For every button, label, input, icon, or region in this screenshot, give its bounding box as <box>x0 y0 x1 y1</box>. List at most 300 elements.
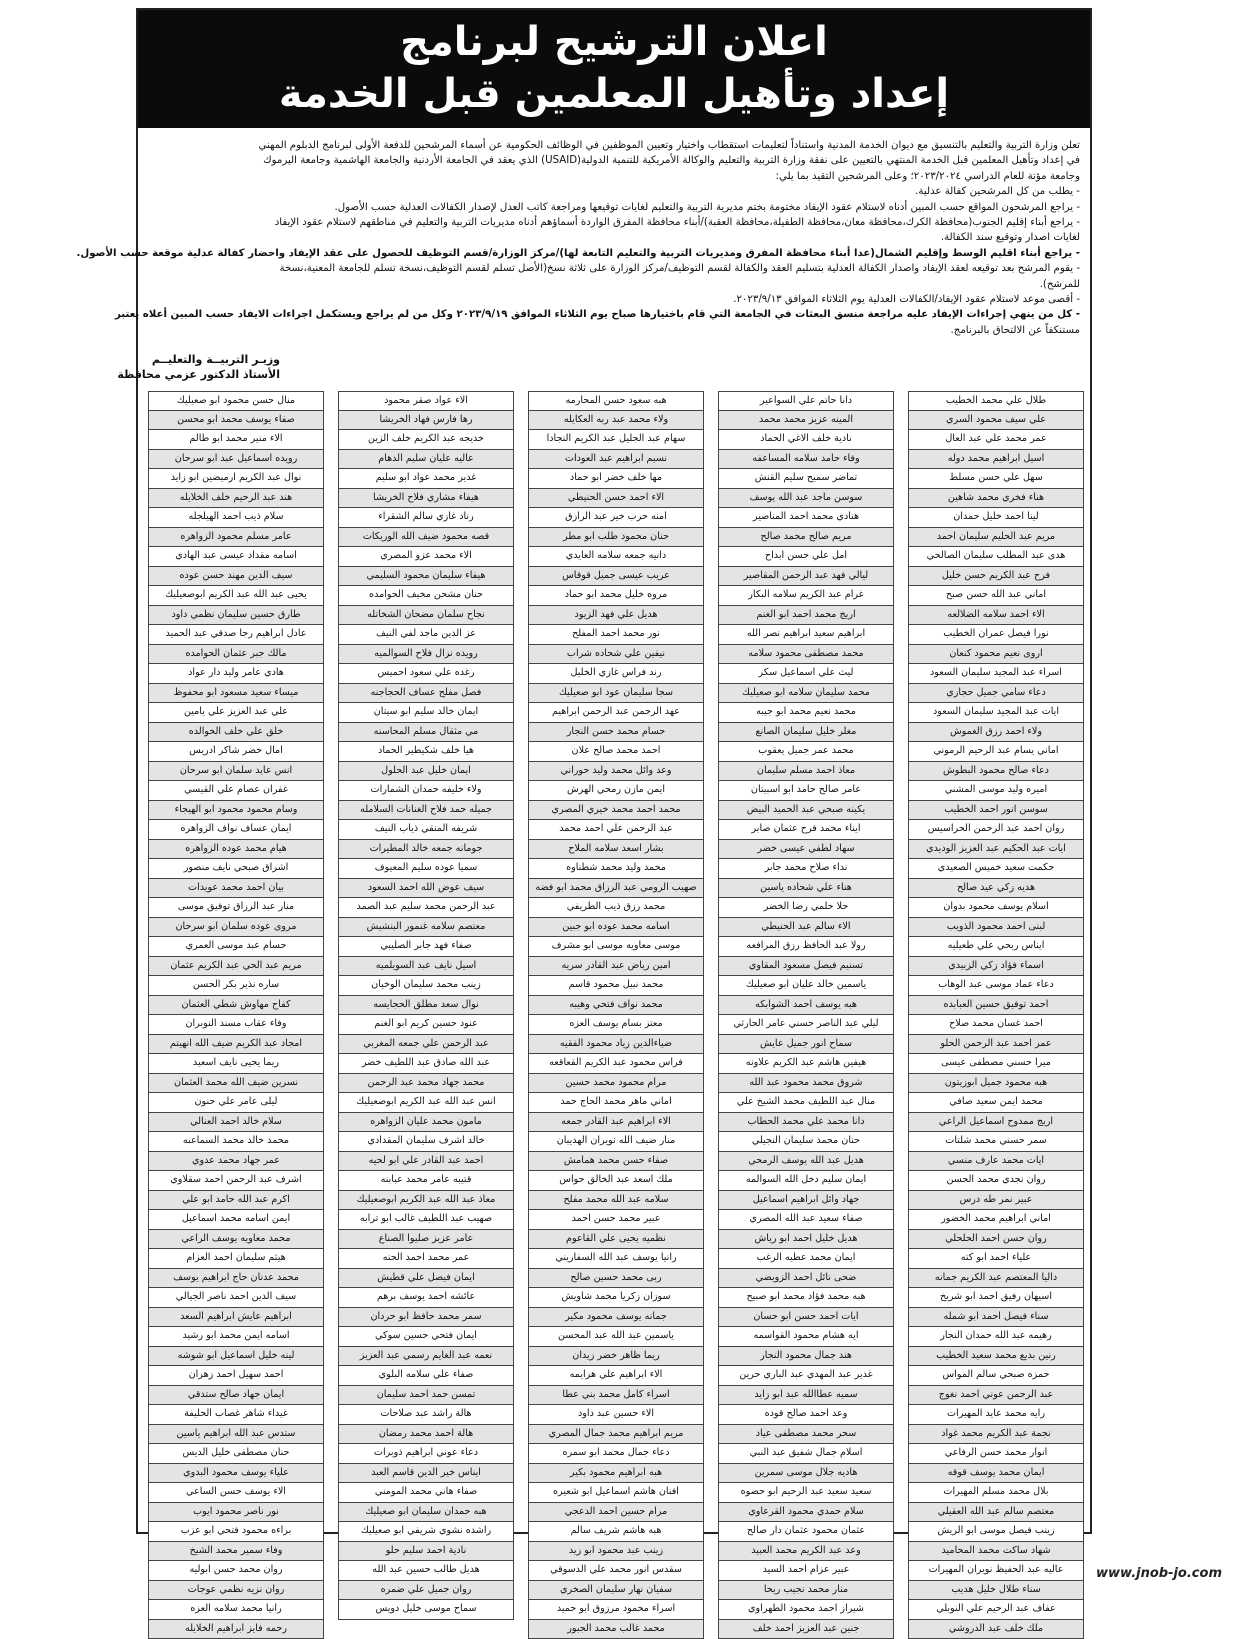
candidate-name-cell: افنان هاشم اسماعيل ابو شعيره <box>528 1483 704 1503</box>
candidate-name-cell: احمد سهيل احمد زهران <box>148 1366 324 1386</box>
candidate-name-cell: اماني ابراهيم محمد الخضور <box>908 1210 1084 1230</box>
candidate-name-cell: مريم ابراهيم محمد جمال المصري <box>528 1425 704 1445</box>
candidate-name-cell: عبد الرحمن محمد سليم عبد الصمد <box>338 898 514 918</box>
candidate-name-cell: سميا عوده سليم المعيوف <box>338 859 514 879</box>
candidate-name-cell: ايمان جهاد صالح ستدقي <box>148 1386 324 1406</box>
candidate-name-cell: ايناء محمد فرح عثمان صابر <box>718 820 894 840</box>
candidate-name-cell: رايه محمد عايد المهيرات <box>908 1405 1084 1425</box>
candidate-name-cell: مها خلف خضر ابو حماد <box>528 469 704 489</box>
names-column <box>148 391 324 1639</box>
candidate-name-cell: اماني ماهر محمد الحاج حمد <box>528 1093 704 1113</box>
candidate-name-cell: اشراق صبحي نايف منصور <box>148 859 324 879</box>
candidate-name-cell: ريما يحيى نايف اسعيد <box>148 1054 324 1074</box>
candidate-name-cell: نور ناصر محمود ايوب <box>148 1503 324 1523</box>
candidate-name-cell: صفاء فهد جابر الصليبي <box>338 937 514 957</box>
candidate-name-cell: ليلي عبد الناصر حسني عامر الحارثي <box>718 1015 894 1035</box>
candidate-name-cell: منار عبد الرزاق توفيق موسى <box>148 898 324 918</box>
candidate-name-cell: انوار محمد حسن الرفاعي <box>908 1444 1084 1464</box>
candidate-name-cell: سوسن انور احمد الخطيب <box>908 801 1084 821</box>
candidate-name-cell: داليا المعتصم عبد الكريم جمانه <box>908 1269 1084 1289</box>
candidate-name-cell: بيان احمد محمد عويدات <box>148 879 324 899</box>
candidate-name-cell: رويده نزال فلاح السوالميه <box>338 645 514 665</box>
candidate-name-cell: ملك خلف عبد الدروشي <box>908 1620 1084 1639</box>
candidate-name-cell: انس عبد الله عبد الكريم ابوصعيليك <box>338 1093 514 1113</box>
candidate-name-cell: امنه حرب خير عبد الرازق <box>528 508 704 528</box>
candidate-name-cell: راشده نشوي شريفي ابو صعيليك <box>338 1522 514 1542</box>
candidate-name-cell: صفاء هاني محمد المومني <box>338 1483 514 1503</box>
candidate-name-cell: جومانه جمعه خالد المطيرات <box>338 840 514 860</box>
candidate-name-cell: رانيا محمد سلامه العزه <box>148 1600 324 1620</box>
candidate-name-cell: نجاح سلمان مضحان الشخاتله <box>338 606 514 626</box>
candidate-name-cell: سوسن ماجد عبد الله يوسف <box>718 489 894 509</box>
candidate-name-cell: علي سيف محمود السري <box>908 411 1084 431</box>
candidate-name-cell: عنود حسين كريم ابو الغنم <box>338 1015 514 1035</box>
candidate-name-cell: حنان مصطفى خليل الديس <box>148 1444 324 1464</box>
candidate-name-cell: ايات محمد عارف منسي <box>908 1152 1084 1172</box>
candidate-name-cell: جهاد وائل ابراهيم اسماعيل <box>718 1191 894 1211</box>
candidate-name-cell: سحر محمد مصطفى عياد <box>718 1425 894 1445</box>
candidate-name-cell: هيفاء سليمان محمود السليمي <box>338 567 514 587</box>
candidate-name-cell: محمد جهاد محمد عبد الرحمن <box>338 1074 514 1094</box>
candidate-name-cell: سميه عطاالله عبد ابو زايد <box>718 1386 894 1406</box>
candidate-name-cell: سيف الدين احمد ناصر الجيالي <box>148 1288 324 1308</box>
candidate-name-cell: ايمن اسامه محمد اسماعيل <box>148 1210 324 1230</box>
candidate-name-cell: محمد ايمن سعيد صافي <box>908 1093 1084 1113</box>
intro-line: مستنكفاً عن الالتحاق بالبرنامج. <box>150 323 1080 338</box>
candidate-name-cell: ايمان محمد يوسف قوقه <box>908 1464 1084 1484</box>
candidate-name-cell: اسراء محمود مرزوق ابو حميد <box>528 1600 704 1620</box>
candidate-name-cell: اريج ممدوح اسماعيل الراعي <box>908 1113 1084 1133</box>
candidate-name-cell: سفيان نهار سليمان الصخري <box>528 1581 704 1601</box>
candidate-name-cell: خلق علي خلف الخوالده <box>148 723 324 743</box>
candidate-name-cell: دعاء سامي جميل حجازي <box>908 684 1084 704</box>
candidate-name-cell: غيداء شاهر غصاب الخليفة <box>148 1405 324 1425</box>
candidate-name-cell: الاء ابراهيم عبد القادر جمعه <box>528 1113 704 1133</box>
candidate-name-cell: منار ضيف الله نويران الهديبان <box>528 1132 704 1152</box>
candidate-name-cell: ليالي فهد عبد الرحمن المقاصير <box>718 567 894 587</box>
candidate-name-cell: قصه محمود ضيف الله الوريكات <box>338 528 514 548</box>
candidate-name-cell: اسيل نايف عبد السويلميه <box>338 957 514 977</box>
candidate-name-cell: معاذ عبد الله عبد الكريم ابوصعيليك <box>338 1191 514 1211</box>
candidate-name-cell: الاء سالم عبد الحنيطي <box>718 918 894 938</box>
candidate-name-cell: سمر محمد حافظ ابو حردان <box>338 1308 514 1328</box>
candidate-name-cell: ستدس عبد الله ابراهيم ياسين <box>148 1425 324 1445</box>
candidate-name-cell: هبه هاشم شريف سالم <box>528 1522 704 1542</box>
candidate-name-cell: اسيهان رفيق احمد ابو شريخ <box>908 1288 1084 1308</box>
candidate-name-cell: عامر صالح حامد ابو اسبيتان <box>718 781 894 801</box>
candidate-name-cell: الاء عواد صقر محمود <box>338 391 514 411</box>
candidate-name-cell: علي عبد العزيز علي يامين <box>148 703 324 723</box>
candidate-name-cell: وعد وائل محمد وليد حوراني <box>528 762 704 782</box>
candidate-name-cell: عاليه عليان سليم الدهام <box>338 450 514 470</box>
candidate-name-cell: نادية خلف الاغي الحماد <box>718 430 894 450</box>
candidate-name-cell: اسامه محمد عوده ابو جبين <box>528 918 704 938</box>
candidate-name-cell: ياسمين عبد الله عبد المحسن <box>528 1327 704 1347</box>
candidate-name-cell: سناء طلال خليل هديب <box>908 1581 1084 1601</box>
candidate-name-cell: مامون محمد عليان الزواهره <box>338 1113 514 1133</box>
candidate-name-cell: وسام محمود محمود ابو الهيجاء <box>148 801 324 821</box>
candidate-name-cell: حلا حلمي رضا الخضر <box>718 898 894 918</box>
candidate-name-cell: معتصم سالم عبد الله العقيلي <box>908 1503 1084 1523</box>
candidate-name-cell: هادي عامر وليد دار عواد <box>148 664 324 684</box>
candidate-name-cell: منال عبد اللطيف محمد الشيخ علي <box>718 1093 894 1113</box>
candidate-name-cell: ايات احمد حسن ابو حسان <box>718 1308 894 1328</box>
candidate-name-cell: عريب عيسى جميل قوقاس <box>528 567 704 587</box>
candidate-name-cell: عبد الله صادق عبد اللطيف خضر <box>338 1054 514 1074</box>
candidate-name-cell: نسيم ابراهيم عبد العودات <box>528 450 704 470</box>
candidate-name-cell: عبد الرحمن عوني احمد نغوج <box>908 1386 1084 1406</box>
candidate-name-cell: دعاء جمال محمد ابو سمره <box>528 1444 704 1464</box>
candidate-name-cell: غدير عبد المهدي عبد الباري حرين <box>718 1366 894 1386</box>
candidate-name-cell: مروه خليل محمد ابو حماد <box>528 586 704 606</box>
candidate-name-cell: ليلى عامر علي حنون <box>148 1093 324 1113</box>
candidate-name-cell: ايناس ربحي علي طعيليه <box>908 937 1084 957</box>
candidate-name-cell: حكمت سعيد خميس الصعيدي <box>908 859 1084 879</box>
candidate-name-cell: محمد عمر جميل يعقوب <box>718 742 894 762</box>
candidate-name-cell: هيفاء مشاري فلاح الخريشا <box>338 489 514 509</box>
candidate-name-cell: هبه سعود حسن المحارمه <box>528 391 704 411</box>
candidate-name-cell: ريما ظاهر خضر زيدان <box>528 1347 704 1367</box>
candidate-name-cell: خالد اشرف سليمان المقدادي <box>338 1132 514 1152</box>
candidate-name-cell: سلامه عبد الله محمد مفلح <box>528 1191 704 1211</box>
candidate-name-cell: نورا فيصل عمران الخطيب <box>908 625 1084 645</box>
candidate-name-cell: اماني عبد الله حسن صبح <box>908 586 1084 606</box>
candidate-name-cell: قتيبه عامر محمد عبابنه <box>338 1171 514 1191</box>
candidate-name-cell: محمد رزق ذيب الطريفي <box>528 898 704 918</box>
candidate-name-cell: انس عايد سلمان ابو سرحان <box>148 762 324 782</box>
candidate-name-cell: لينا احمد خليل حمدان <box>908 508 1084 528</box>
announcement-frame <box>136 8 1092 1534</box>
candidate-name-cell: روان نجدي محمد الحسن <box>908 1171 1084 1191</box>
candidate-name-cell: سهل علي حسن مسلط <box>908 469 1084 489</box>
candidate-name-cell: ايمان محمد عطيه الرغب <box>718 1249 894 1269</box>
candidate-name-cell: فراس محمود عبد الكريم القعاقعه <box>528 1054 704 1074</box>
candidate-name-cell: محمد عدنان حاج ابراهيم يوسف <box>148 1269 324 1289</box>
candidate-name-cell: طارق حسين سليمان نظمي داود <box>148 606 324 626</box>
candidate-name-cell: مريم عبد الحليم سليمان احمد <box>908 528 1084 548</box>
candidate-name-cell: نيفين علي شحاده شراب <box>528 645 704 665</box>
candidate-name-cell: يكينه صبحي عبد الحميد البيض <box>718 801 894 821</box>
candidate-name-cell: بشار اسعد سلامه الملاح <box>528 840 704 860</box>
candidate-name-cell: احمد محمد صالح علان <box>528 742 704 762</box>
candidate-name-cell: وفاء سمير محمد الشيخ <box>148 1542 324 1562</box>
candidate-name-cell: هبه ابراهيم محمود بكير <box>528 1464 704 1484</box>
candidate-name-cell: رند فراس غازي الخليل <box>528 664 704 684</box>
names-column <box>908 391 1084 1639</box>
candidate-name-cell: لينه خليل اسماعيل ابو شوشه <box>148 1347 324 1367</box>
candidate-name-cell: ابراهيم سعيد ابراهيم نصر الله <box>718 625 894 645</box>
candidate-name-cell: محمد نواف فتحي وهيبه <box>528 996 704 1016</box>
candidate-name-cell: هند جمال محمود النجار <box>718 1347 894 1367</box>
candidate-name-cell: ملك اسعد عبد الخالق حواس <box>528 1171 704 1191</box>
candidate-name-cell: سقدس انور محمد علي الدسوقي <box>528 1561 704 1581</box>
candidate-name-cell: ايناس خير الدين قاسم العبد <box>338 1464 514 1484</box>
candidate-name-cell: اماني يسام عبد الرحيم الرموني <box>908 742 1084 762</box>
candidate-name-cell: ايه هشام محمود القواسمه <box>718 1327 894 1347</box>
candidate-name-cell: اسراء كامل محمد بني عطا <box>528 1386 704 1406</box>
candidate-name-cell: ايمان خليل عبد الحلول <box>338 762 514 782</box>
candidate-name-cell: الاء ابراهيم علي هزايمه <box>528 1366 704 1386</box>
intro-line: تعلن وزارة التربية والتعليم بالتنسيق مع ديوان الخدمة المدنية واستناداً لتعليمات استقطاب واختيار وتعيين الموظفين في الوظائف الحكومية عن أسماء المرشحين للدفعة الأولى لبرنامج الدبلوم المهني <box>150 138 1080 153</box>
banner-title-line1: اعلان الترشيح لبرنامج <box>138 10 1090 68</box>
intro-line: وجامعة مؤتة للعام الدراسي ٢٠٢٣/٢٠٢٤؛ وعلى المرشحين التقيد بما يلي: <box>150 169 1080 184</box>
intro-line: في إعداد وتأهيل المعلمين قبل الخدمة المنتهي بالتعيين على نفقة وزارة التربية والتعليم والوكالة الأمريكية للتنمية الدولية(USAID) الذي يعقد في الجامعة الأردنية والجامعة الهاشمية وجامعة اليرموك <box>150 153 1080 168</box>
candidate-name-cell: ايات عبد الحكيم عبد العزيز الوديدي <box>908 840 1084 860</box>
candidate-name-cell: امل علي حسن ابداح <box>718 547 894 567</box>
candidate-name-cell: طلال علي محمد الخطيب <box>908 391 1084 411</box>
candidate-name-cell: ايمان عساف نواف الزواهره <box>148 820 324 840</box>
candidate-name-cell: نسرين ضيف الله محمد العثمان <box>148 1074 324 1094</box>
candidate-name-cell: حنان محمد سليمان النجيلي <box>718 1132 894 1152</box>
candidate-name-cell: عبير عزام احمد السيد <box>718 1561 894 1581</box>
candidate-name-cell: سمر حسني محمد شلتات <box>908 1132 1084 1152</box>
candidate-name-cell: صهيب عبد اللطيف غالب ابو ترابه <box>338 1210 514 1230</box>
candidate-name-cell: عهد الرحمن عبد الرحمن ابراهيم <box>528 703 704 723</box>
candidate-name-cell: عامر عزيز صليوا الصناع <box>338 1230 514 1250</box>
candidate-name-cell: خديجه عبد الكريم خلف الزين <box>338 430 514 450</box>
candidate-name-cell: دعاء عماد موسى عبد الوهاب <box>908 976 1084 996</box>
candidate-name-cell: اسامه ايمن محمد ابو رشيد <box>148 1327 324 1347</box>
candidate-name-cell: علياء احمد ابو كته <box>908 1249 1084 1269</box>
candidate-name-cell: الاء احمد سلامه الضلالعه <box>908 606 1084 626</box>
candidate-name-cell: هبه محمد فؤاد محمد ابو صبيح <box>718 1288 894 1308</box>
candidate-name-cell: زينب محمد سليمان الوخيان <box>338 976 514 996</box>
candidate-name-cell: سيف عوض الله احمد السعود <box>338 879 514 899</box>
candidate-name-cell: ميرا حسني مصطفى عيسى <box>908 1054 1084 1074</box>
candidate-name-cell: ميساء سعيد مسعود ابو محفوظ <box>148 684 324 704</box>
candidate-name-cell: هاديه جلال موسى سمرين <box>718 1464 894 1484</box>
candidate-name-cell: كفاح مهاوش شطي العثمان <box>148 996 324 1016</box>
candidate-name-cell: هالة راشد عبد صلاحات <box>338 1405 514 1425</box>
candidate-name-cell: محمد خالد محمد السماعنه <box>148 1132 324 1152</box>
candidate-name-cell: وعد احمد صالح قوده <box>718 1405 894 1425</box>
candidate-name-cell: لبنى احمد محمود الذويب <box>908 918 1084 938</box>
candidate-name-cell: نادية احمد سليم حلو <box>338 1542 514 1562</box>
candidate-name-cell: عبير نمر طه درس <box>908 1191 1084 1211</box>
candidate-name-cell: حسام عبد موسى العمري <box>148 937 324 957</box>
candidate-name-cell: سماح انور جميل عايش <box>718 1035 894 1055</box>
candidate-name-cell: عز الدين ماجد لفي النيف <box>338 625 514 645</box>
candidate-name-cell: محمد معاويه يوسف الراعي <box>148 1230 324 1250</box>
candidate-name-cell: نوال عبد الكريم ارميضين ابو زايد <box>148 469 324 489</box>
candidate-name-cell: هيفين هاشم عبد الكريم علاونه <box>718 1054 894 1074</box>
candidate-name-cell: عمر احمد عبد الرحمن الحلو <box>908 1035 1084 1055</box>
candidate-name-cell: امال خضر شاكر ادريس <box>148 742 324 762</box>
candidate-name-cell: دعاء عوني ابراهيم ذوبرات <box>338 1444 514 1464</box>
candidate-name-cell: شريفه المنقي ذياب النيف <box>338 820 514 840</box>
candidate-name-cell: صفاء حسن محمد همامش <box>528 1152 704 1172</box>
intro-line: - يقوم المرشح بعد توقيعه لعقد الإيفاد واصدار الكفالة العدلية بتسليم العقد والكفالة لقسم التوظيف/مركز الوزارة على ثلاثة نسخ(الأصل تسلم لقسم التوظيف،نسخة تسلم للجامعة المعنية،نسخة <box>150 261 1080 276</box>
candidate-name-cell: عمر محمد احمد الحنه <box>338 1249 514 1269</box>
candidate-name-cell: ربى محمد حسين صالح <box>528 1269 704 1289</box>
candidate-name-cell: زينب فيصل موسى ابو الريش <box>908 1522 1084 1542</box>
candidate-name-cell: رانيا يوسف عبد الله السفاريني <box>528 1249 704 1269</box>
candidate-name-cell: فصل مفلح عساف الحجاجنه <box>338 684 514 704</box>
candidate-name-cell: دعاء صالح محمود البطوش <box>908 762 1084 782</box>
candidate-name-cell: اريج محمد احمد ابو الغنم <box>718 606 894 626</box>
candidate-name-cell: اسماء فؤاد زكي الزبيدي <box>908 957 1084 977</box>
candidate-name-cell: سلام خالد احمد العنالي <box>148 1113 324 1133</box>
candidate-name-cell: غرام عبد الكريم سلامه البكار <box>718 586 894 606</box>
candidate-name-cell: حنان مشحن مخيف الحوامده <box>338 586 514 606</box>
candidate-name-cell: اسراء عبد المجيد سليمان السعود <box>908 664 1084 684</box>
candidate-name-cell: روان نزيه نظمي عوجات <box>148 1581 324 1601</box>
candidate-name-cell: محمد غالب محمد الجبور <box>528 1620 704 1639</box>
candidate-name-cell: اسامه مقداد عيسى عبد الهادي <box>148 547 324 567</box>
candidate-name-cell: عثمان محمود عثمان دار صالح <box>718 1522 894 1542</box>
candidate-name-cell: بلال محمد مسلم المهيرات <box>908 1483 1084 1503</box>
candidate-name-cell: سهام عبد الجليل عبد الكريم النجادا <box>528 430 704 450</box>
candidate-name-cell: سوزان زكريا محمد شاويش <box>528 1288 704 1308</box>
intro-line: - أقصى موعد لاستلام عقود الإيفاد/الكفالات العدلية يوم الثلاثاء الموافق ٢٠٢٣/٩/١٣. <box>150 292 1080 307</box>
candidate-name-cell: رها فارس فهاد الخريشا <box>338 411 514 431</box>
candidate-name-cell: رناد غازي سالم الشقراء <box>338 508 514 528</box>
candidate-name-cell: مرام حسين احمد الدعجي <box>528 1503 704 1523</box>
candidate-name-cell: حنان محمود طلب ابو مطر <box>528 528 704 548</box>
candidate-name-cell: هناء فخري محمد شاهين <box>908 489 1084 509</box>
website-watermark: www.jnob-jo.com <box>1096 1566 1222 1581</box>
names-column <box>718 391 894 1639</box>
candidate-name-cell: مريم صالح محمد صالح <box>718 528 894 548</box>
candidate-name-cell: محمد مصطفى محمود سلامه <box>718 645 894 665</box>
candidate-name-cell: تماضر سميح سليم القنش <box>718 469 894 489</box>
candidate-name-cell: ولاء محمد عبد ربه العكايله <box>528 411 704 431</box>
candidate-name-cell: عفاف عبد الرحيم علي النوبلي <box>908 1600 1084 1620</box>
candidate-name-cell: رحمه فايز ابراهيم الخلايله <box>148 1620 324 1639</box>
candidate-name-cell: محمد نبيل محمود قاسم <box>528 976 704 996</box>
candidate-name-cell: عاليه عبد الحفيظ نويران المهيرات <box>908 1561 1084 1581</box>
candidate-name-cell: رغده علي سعود احميس <box>338 664 514 684</box>
candidate-name-cell: روان حسن احمد الحلحلي <box>908 1230 1084 1250</box>
candidate-name-cell: ساره نذير بكر الحسن <box>148 976 324 996</box>
candidate-name-cell: امين رياض عبد القادر سريه <box>528 957 704 977</box>
intro-line: لغايات اصدار وتوقيع سند الكفالة. <box>150 230 1080 245</box>
candidate-name-cell: عبد الرحمن علي جمعه المغربي <box>338 1035 514 1055</box>
candidate-name-cell: هيا خلف شكيطير الحماد <box>338 742 514 762</box>
candidate-name-cell: هديه زكي عيد صالح <box>908 879 1084 899</box>
names-column <box>338 391 514 1620</box>
candidate-name-cell: نجمة عبد الكريم محمد غواد <box>908 1425 1084 1445</box>
candidate-name-cell: ضحى نائل احمد الزويضي <box>718 1269 894 1289</box>
announcement-body <box>150 138 1080 338</box>
candidate-name-cell: شيراز احمد محمود الطهراوي <box>718 1600 894 1620</box>
candidate-name-cell: ليث علي اسماعيل سكر <box>718 664 894 684</box>
candidate-name-cell: هديل علي فهد الزيود <box>528 606 704 626</box>
candidate-name-cell: مي مثقال مسلم المحاسنه <box>338 723 514 743</box>
candidate-name-cell: معتصم سلامه غنمور البنشيش <box>338 918 514 938</box>
candidate-name-cell: صفاء يوسف محمد ابو محسن <box>148 411 324 431</box>
candidate-name-cell: احمد غسان محمد صلاح <box>908 1015 1084 1035</box>
candidate-name-cell: الاء منير محمد ابو طالم <box>148 430 324 450</box>
signature-name: الأستاذ الدكتور عزمي محافظة <box>117 367 280 382</box>
candidate-name-cell: هبه يوسف احمد الشوابكه <box>718 996 894 1016</box>
candidate-name-cell: صهيب الرومي عبد الرزاق محمد ابو فضه <box>528 879 704 899</box>
candidate-name-cell: ولاء احمد رزق الغموش <box>908 723 1084 743</box>
candidate-name-cell: فرح عبد الكريم حسن خليل <box>908 567 1084 587</box>
candidate-name-cell: سهاد لطفي عيسى خضر <box>718 840 894 860</box>
candidate-name-cell: موسى معاويه موسى ابو مشرف <box>528 937 704 957</box>
candidate-name-cell: نظميه يحيى علي القاعوم <box>528 1230 704 1250</box>
candidate-name-cell: الاء حسين عبد داود <box>528 1405 704 1425</box>
candidate-name-cell: ايمان فتحي حسين سوكي <box>338 1327 514 1347</box>
candidate-name-cell: صفاء سعيد عبد الله المصري <box>718 1210 894 1230</box>
candidate-name-cell: ضياءالدين زياد محمود الفقيه <box>528 1035 704 1055</box>
candidate-name-cell: تسنيم فيصل مسعود المقاوي <box>718 957 894 977</box>
intro-line: - كل من ينهي إجراءات الإيفاد عليه مراجعة منسق البعثات في الجامعة التي قام باختيارها صباح يوم الثلاثاء الموافق ٢٠٢٣/٩/١٩ وكل من لم يراجع ويستكمل اجراءات الايفاد حسب المبين أعلاه يعتبر <box>150 307 1080 322</box>
signature-title: وزيـر التربيــة والتعليــم <box>117 352 280 367</box>
candidate-name-cell: غفران عصام علي القيسي <box>148 781 324 801</box>
candidate-name-cell: سيف الدين مهند حسن عوده <box>148 567 324 587</box>
candidate-name-cell: ايمان فيصل علي قطيش <box>338 1269 514 1289</box>
candidate-name-cell: حمزه صبحي سالم المواس <box>908 1366 1084 1386</box>
candidate-name-cell: هديل طالب حسين عبد الله <box>338 1561 514 1581</box>
candidate-name-cell: جنين عبد العزيز احمد خلف <box>718 1620 894 1639</box>
candidate-name-cell: وعد عبد الكريم محمد العبيد <box>718 1542 894 1562</box>
candidate-name-cell: رنين بديع محمد سعيد الخطيب <box>908 1347 1084 1367</box>
candidate-name-cell: ولاء خليفه حمدان الشمارات <box>338 781 514 801</box>
candidate-name-cell: هدى عبد المطلب سليمان الصالحي <box>908 547 1084 567</box>
candidate-name-cell: نور محمد احمد المفلح <box>528 625 704 645</box>
candidate-name-cell: يحيى عبد الله عبد الكريم ابوصعيليك <box>148 586 324 606</box>
candidate-name-cell: نوال سعد مطلق الحجايسه <box>338 996 514 1016</box>
candidate-name-cell: عائشه احمد يوسف برهم <box>338 1288 514 1308</box>
candidate-name-cell: امجاد عبد الكريم ضيف الله انهيتم <box>148 1035 324 1055</box>
candidate-name-cell: ايمن مازن رمحي الهرش <box>528 781 704 801</box>
candidate-name-cell: وفاء عقاب مسند النوبران <box>148 1015 324 1035</box>
intro-line: - يراجع أبناء اقليم الوسط وإقليم الشمال(عدا أبناء محافظة المفرق ومديريات التربية والتعليم التابعة لها)/مركز الوزارة/قسم التوظيف للحصول على عقد الإيفاد واحضار كفالة عدلية موقعة حسب الأصول. <box>150 246 1080 261</box>
candidate-name-cell: تمسن حمد احمد سليمان <box>338 1386 514 1406</box>
candidate-name-cell: دانا حاتم علي السواعير <box>718 391 894 411</box>
candidate-name-cell: وفاء حامد سلامه المساعفه <box>718 450 894 470</box>
candidate-name-cell: شهاد ساكت محمد المحاميد <box>908 1542 1084 1562</box>
candidate-name-cell: شروق محمد محمود عبد الله <box>718 1074 894 1094</box>
candidate-name-cell: الاء احمد حسن الحنيطي <box>528 489 704 509</box>
candidate-name-cell: عبد الرحمن علي احمد محمد <box>528 820 704 840</box>
candidate-name-cell: معتز بسام يوسف العزه <box>528 1015 704 1035</box>
candidate-name-cell: هيثم سليمان احمد العزام <box>148 1249 324 1269</box>
candidate-names-table <box>144 391 1084 1511</box>
candidate-name-cell: اسيل ابراهيم محمد دوله <box>908 450 1084 470</box>
candidate-name-cell: هديل خليل احمد ابو رياش <box>718 1230 894 1250</box>
candidate-name-cell: هبه محمود جميل ابوزيتون <box>908 1074 1084 1094</box>
candidate-name-cell: روان محمد حسن ابوليه <box>148 1561 324 1581</box>
candidate-name-cell: نعمه عبد الغايم رسمي عبد العزيز <box>338 1347 514 1367</box>
candidate-name-cell: هديل عبد الله يوسف الرمحي <box>718 1152 894 1172</box>
candidate-name-cell: اروى نعيم محمود كنعان <box>908 645 1084 665</box>
candidate-name-cell: منار محمد نجيب ريحا <box>718 1581 894 1601</box>
candidate-name-cell: سلام حمدي محمود القرعاوي <box>718 1503 894 1523</box>
candidate-name-cell: عادل ابراهيم رجا صدقي عبد الحميد <box>148 625 324 645</box>
candidate-name-cell: جميله حمد فلاح الغنانات السلامله <box>338 801 514 821</box>
candidate-name-cell: اشرف عبد الرحمن احمد سقلاوي <box>148 1171 324 1191</box>
candidate-name-cell: ايات عبد المجيد سليمان السعود <box>908 703 1084 723</box>
candidate-name-cell: رويده اسماعيل عبد ابو سرحان <box>148 450 324 470</box>
candidate-name-cell: ياسمين خالد عليان ابو صعيليك <box>718 976 894 996</box>
candidate-name-cell: سماح موسى خليل دويس <box>338 1600 514 1620</box>
candidate-name-cell: اسلام جمال شفيق عبد النبي <box>718 1444 894 1464</box>
signature-block <box>117 352 280 382</box>
candidate-name-cell: معاذ احمد مسلم سليمان <box>718 762 894 782</box>
candidate-name-cell: حسام محمد حسن النجار <box>528 723 704 743</box>
candidate-name-cell: عمر جهاد محمد عدوي <box>148 1152 324 1172</box>
candidate-name-cell: زينب عبد محمود ابو زيد <box>528 1542 704 1562</box>
candidate-name-cell: الاء يوسف حسن الساعي <box>148 1483 324 1503</box>
banner-title-line2: إعداد وتأهيل المعلمين قبل الخدمة <box>138 68 1090 120</box>
candidate-name-cell: مريم عبد الحي عبد الكريم عثمان <box>148 957 324 977</box>
candidate-name-cell: رهيمه عبد الله حمدان النجار <box>908 1327 1084 1347</box>
candidate-name-cell: هالة احمد محمد رمضان <box>338 1425 514 1445</box>
candidate-name-cell: مغلر خليل سليمان الصانع <box>718 723 894 743</box>
